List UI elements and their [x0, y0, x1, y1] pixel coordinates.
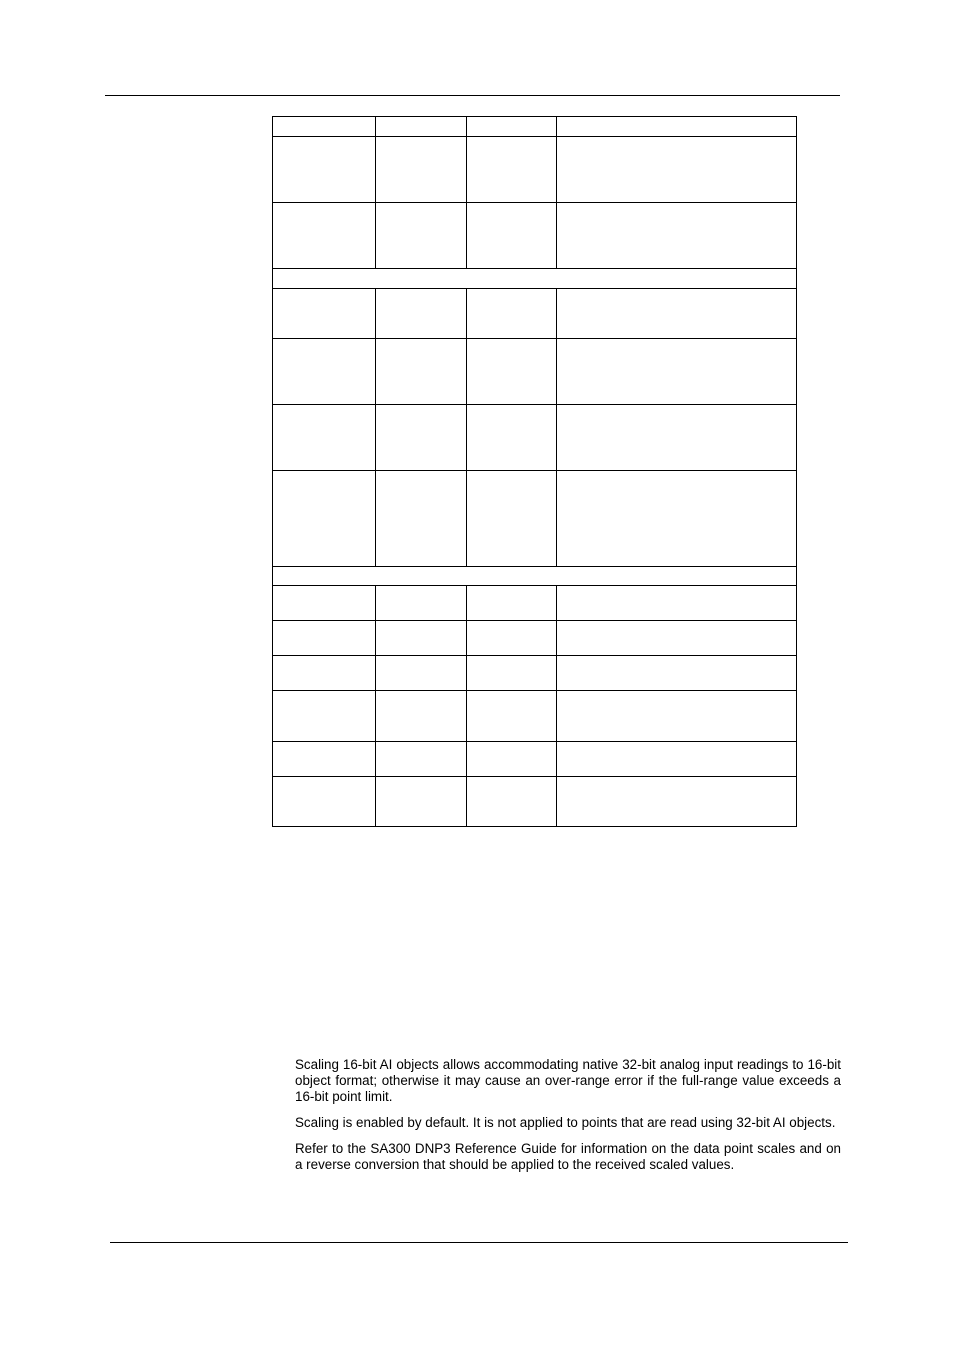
table-section-row [273, 567, 797, 586]
header-rule [105, 95, 840, 96]
table-row [273, 137, 797, 203]
table-cell [557, 777, 797, 827]
table-cell [273, 691, 376, 742]
table-section-cell [273, 567, 797, 586]
table-row [273, 656, 797, 691]
table-cell [467, 656, 557, 691]
table-cell [557, 471, 797, 567]
table-cell [376, 777, 467, 827]
table-cell [376, 405, 467, 471]
table-row [273, 203, 797, 269]
settings-table [272, 116, 797, 827]
table-cell [273, 471, 376, 567]
table-section-row [273, 269, 797, 289]
table-cell [273, 656, 376, 691]
table-cell [467, 586, 557, 621]
table-row [273, 471, 797, 567]
table-cell [467, 203, 557, 269]
table-cell [273, 405, 376, 471]
paragraph-reference-guide: Refer to the SA300 DNP3 Reference Guide for information on the data point scales and on a reverse conversion that should be applied to the received scaled values. [295, 1141, 841, 1172]
table-row [273, 289, 797, 339]
table-cell [557, 289, 797, 339]
table-cell [557, 203, 797, 269]
table-cell [467, 742, 557, 777]
table-cell [376, 289, 467, 339]
table-header-row [273, 117, 797, 137]
table-cell [467, 691, 557, 742]
table-cell [557, 405, 797, 471]
table-row [273, 742, 797, 777]
table-cell [557, 117, 797, 137]
table-row [273, 621, 797, 656]
table-cell [467, 339, 557, 405]
table-cell [467, 471, 557, 567]
table-cell [557, 656, 797, 691]
table-cell [376, 117, 467, 137]
table-cell [467, 621, 557, 656]
table-row [273, 405, 797, 471]
table-cell [376, 586, 467, 621]
table-row [273, 586, 797, 621]
table-cell [376, 137, 467, 203]
table-cell [467, 405, 557, 471]
table-cell [467, 289, 557, 339]
table-row [273, 339, 797, 405]
table-cell [376, 691, 467, 742]
table-row [273, 691, 797, 742]
table-cell [557, 586, 797, 621]
table-cell [376, 339, 467, 405]
table-cell [557, 742, 797, 777]
table-cell [557, 137, 797, 203]
table-cell [376, 203, 467, 269]
footer-rule [110, 1242, 848, 1243]
table-cell [273, 117, 376, 137]
table-cell [376, 656, 467, 691]
table-cell [273, 289, 376, 339]
table-row [273, 777, 797, 827]
table-cell [376, 471, 467, 567]
paragraph-scaling-default: Scaling is enabled by default. It is not applied to points that are read using 32-bit AI objects. [295, 1115, 836, 1130]
table-cell [273, 137, 376, 203]
table-cell [467, 117, 557, 137]
table-cell [557, 621, 797, 656]
table-cell [273, 203, 376, 269]
table-cell [273, 339, 376, 405]
table-cell [467, 137, 557, 203]
body-text [295, 1057, 841, 1183]
table-cell [467, 777, 557, 827]
table-cell [557, 339, 797, 405]
paragraph-scaling-purpose: Scaling 16-bit AI objects allows accommodating native 32-bit analog input readings to 16-bit object format; otherwise it may cause an over-range error if the full-range value exceeds a 16-bit point limit. [295, 1057, 841, 1104]
table-section-cell [273, 269, 797, 289]
table-cell [273, 777, 376, 827]
table-cell [557, 691, 797, 742]
table-cell [273, 586, 376, 621]
table-cell [376, 742, 467, 777]
table-cell [273, 621, 376, 656]
table-cell [273, 742, 376, 777]
table-cell [376, 621, 467, 656]
